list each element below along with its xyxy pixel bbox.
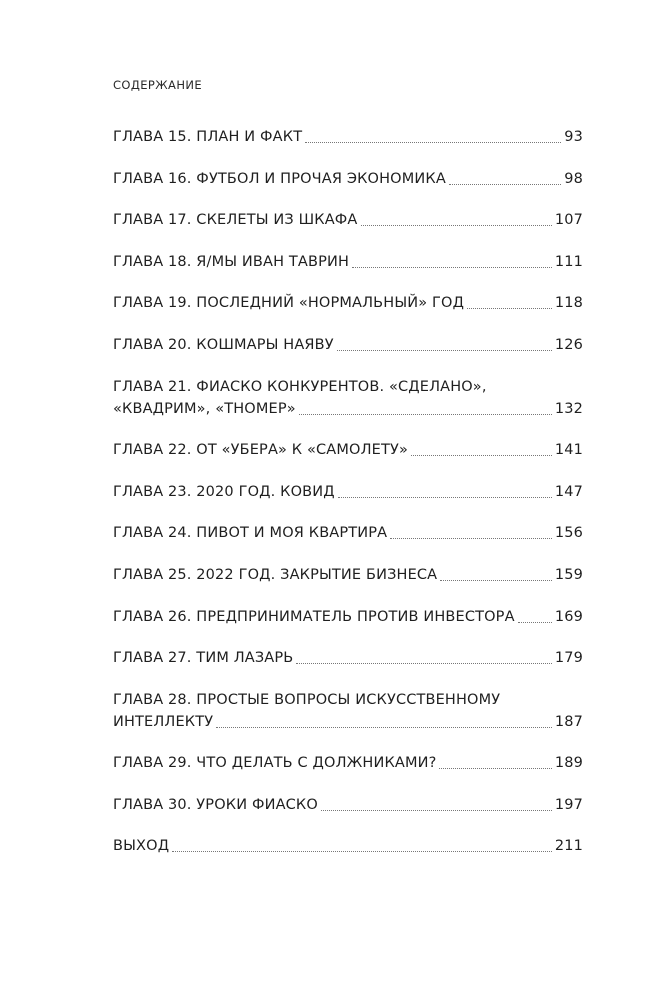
toc-page-number: 159 xyxy=(554,566,583,583)
toc-entry[interactable] xyxy=(113,522,583,544)
dot-leader xyxy=(449,184,561,185)
toc-entry-title: ГЛАВА 24. ПИВОТ И МОЯ КВАРТИРА xyxy=(113,525,388,542)
toc-entry-title: ВЫХОД xyxy=(113,838,170,855)
toc-page-number: 156 xyxy=(554,525,583,542)
dot-leader xyxy=(390,538,552,539)
toc-entry-title-line: ГЛАВА 28. ПРОСТЫЕ ВОПРОСЫ ИСКУССТВЕННОМУ xyxy=(113,691,501,708)
toc-page-number: 189 xyxy=(554,755,583,772)
dot-leader xyxy=(305,142,561,143)
toc-entry-title: ГЛАВА 30. УРОКИ ФИАСКО xyxy=(113,796,318,813)
toc-entry-title: «КВАДРИМ», «ТНОМЕР» xyxy=(113,400,296,417)
toc-entry[interactable] xyxy=(113,439,583,461)
toc-entry-title: ГЛАВА 17. СКЕЛЕТЫ ИЗ ШКАФА xyxy=(113,212,358,229)
toc-entry[interactable] xyxy=(113,647,583,669)
toc-entry-title: ГЛАВА 15. ПЛАН И ФАКТ xyxy=(113,129,303,145)
toc-page-number: 179 xyxy=(554,650,583,667)
toc-entry-title: ГЛАВА 27. ТИМ ЛАЗАРЬ xyxy=(113,650,294,667)
dot-leader xyxy=(338,497,552,498)
dot-leader xyxy=(518,622,552,623)
toc-entry-title: ГЛАВА 29. ЧТО ДЕЛАТЬ С ДОЛЖНИКАМИ? xyxy=(113,755,437,772)
dot-leader xyxy=(439,768,551,769)
toc-entry-title: ГЛАВА 19. ПОСЛЕДНИЙ «НОРМАЛЬНЫЙ» ГОД xyxy=(113,295,465,312)
dot-leader xyxy=(337,350,552,351)
dot-leader xyxy=(411,455,552,456)
toc-entry[interactable] xyxy=(113,752,583,774)
dot-leader xyxy=(172,851,552,852)
toc-entry-title: ГЛАВА 20. КОШМАРЫ НАЯВУ xyxy=(113,337,334,353)
toc-entry-title: ГЛАВА 25. 2022 ГОД. ЗАКРЫТИЕ БИЗНЕСА xyxy=(113,566,438,583)
toc-page-number: 197 xyxy=(554,796,583,813)
toc-entry[interactable] xyxy=(113,606,583,628)
running-head: СОДЕРЖАНИЕ xyxy=(113,78,203,92)
dot-leader xyxy=(440,580,552,581)
dot-leader xyxy=(299,414,552,415)
toc-page-number: 211 xyxy=(554,838,583,855)
toc-page-number: 147 xyxy=(554,483,583,500)
toc-entry-title: ГЛАВА 26. ПРЕДПРИНИМАТЕЛЬ ПРОТИВ ИНВЕСТОРА xyxy=(113,608,515,625)
toc-page-number: 187 xyxy=(554,713,583,730)
toc-page-number: 169 xyxy=(554,608,583,625)
dot-leader xyxy=(352,267,552,268)
toc-page-number: 111 xyxy=(554,253,583,270)
dot-leader xyxy=(467,308,552,309)
toc-entry[interactable] xyxy=(113,835,583,857)
dot-leader xyxy=(361,225,552,226)
toc-entry[interactable] xyxy=(113,251,583,273)
toc-entry[interactable] xyxy=(113,126,583,148)
toc-entry[interactable] xyxy=(113,376,583,420)
toc-entry-title-line: ГЛАВА 21. ФИАСКО КОНКУРЕНТОВ. «СДЕЛАНО», xyxy=(113,378,487,395)
toc-page-number: 126 xyxy=(554,337,583,353)
dot-leader xyxy=(296,663,551,664)
toc-entry[interactable] xyxy=(113,689,583,733)
toc-entry[interactable] xyxy=(113,292,583,314)
toc-entry[interactable] xyxy=(113,481,583,503)
toc-page-number: 98 xyxy=(564,170,583,187)
toc-entry[interactable] xyxy=(113,209,583,231)
toc-entry-title: ГЛАВА 18. Я/МЫ ИВАН ТАВРИН xyxy=(113,253,350,270)
toc-page-number: 132 xyxy=(554,400,583,417)
dot-leader xyxy=(216,727,552,728)
toc-entry-title: ИНТЕЛЛЕКТУ xyxy=(113,713,214,730)
toc-entry-title: ГЛАВА 23. 2020 ГОД. КОВИД xyxy=(113,483,335,500)
toc-entry-title: ГЛАВА 22. ОТ «УБЕРА» К «САМОЛЕТУ» xyxy=(113,442,408,459)
toc-entry[interactable] xyxy=(113,168,583,190)
toc-entry[interactable] xyxy=(113,334,583,356)
toc-page-number: 93 xyxy=(564,129,583,145)
toc-entry-title: ГЛАВА 16. ФУТБОЛ И ПРОЧАЯ ЭКОНОМИКА xyxy=(113,170,446,187)
toc-page-number: 107 xyxy=(554,212,583,229)
toc-page-number: 141 xyxy=(554,442,583,459)
toc-entry[interactable] xyxy=(113,564,583,586)
toc-page-number: 118 xyxy=(554,295,583,312)
toc-entry[interactable] xyxy=(113,794,583,816)
dot-leader xyxy=(321,810,552,811)
